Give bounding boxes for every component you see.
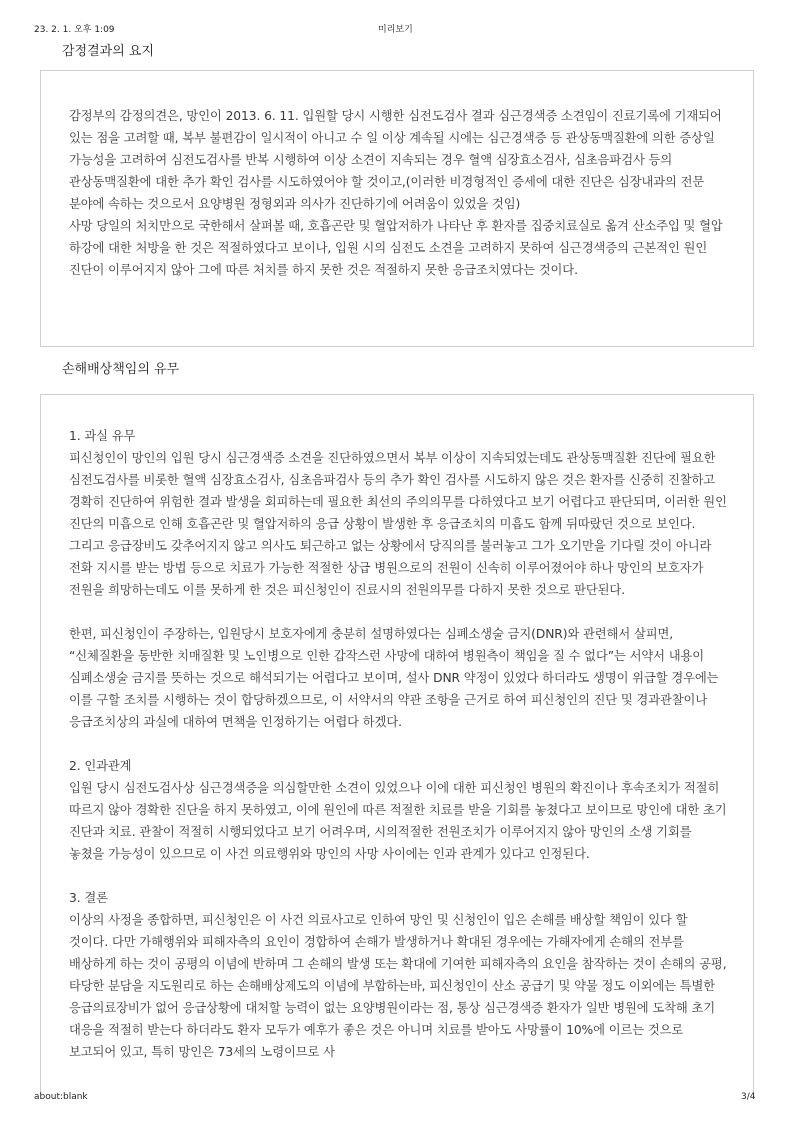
block-paragraph: 입원 당시 심전도검사상 심근경색증을 의심할만한 소견이 있었으나 이에 대한 피신청인 병원의 확진이나 후속조치가 적절히 따르지 않아 경확한 진단을 하지 못하였고, 이에 원인에 따른 적절한 치료를 받을 기회를 놓쳤다고 보이므로 망인에 대한 초기 진단과 치료. 관찰이 적절히 시행되었다고 보기 어려우며, 시의적절한 전원조치가 이루어지지 않아 망인의 소생 기회를 놓쳤을 가능성이 있으므로 이 사건 의료행위와 망인의 사망 사이에는 인과 관계가 있다고 인정된다. bbox=[69, 781, 727, 861]
paragraph-gap bbox=[69, 601, 729, 623]
block-paragraph: 한편, 피신청인이 주장하는, 입원당시 보호자에게 충분히 설명하였다는 심폐소생술 금지(DNR)와 관련해서 살피면, “신체질환을 동반한 치매질환 및 노인병으로 인한 갑작스런 사망에 대하여 병원측이 책임을 질 수 없다”는 서약서 내용이 심폐소생술 금지를 뜻하는 것으로 해석되기는 어렵다고 보이며, 설사 DNR 약정이 있었다 하더라도 생명이 위급할 경우에는 이를 구할 조치를 시행하는 것이 합당하겠으므로, 이 서약서의 약관 조항을 근거로 하여 피신청인의 진단 및 경과관찰이나 응급조치상의 과실에 대하여 면책을 인정하기는 어렵다 하겠다. bbox=[69, 627, 719, 729]
paragraph-gap bbox=[69, 733, 729, 755]
block-paragraph: 이상의 사정을 종합하면, 피신청인은 이 사건 의료사고로 인하여 망인 및 신청인이 입은 손해를 배상할 책임이 있다 할 것이다. 다만 가해행위와 피해자측의 요인이 경합하여 손해가 발생하거나 확대된 경우에는 가해자에게 손해의 전부를 배상하게 하는 것이 공평의 이념에 반하며 그 손해의 발생 또는 확대에 기여한 피해자측의 요인을 참작하는 것이 손해의 공평, 타당한 분담을 지도원리로 하는 손해배상제도의 이념에 부합하는바, 피신청인이 산소 공급기 및 약물 정도 이외에는 특별한 응급의료장비가 없어 응급상황에 대처할 능력이 없는 요양병원이라는 점, 통상 심근경색증 환자가 일반 병원에 도착해 초기 대응을 적절히 받는다 하더라도 환자 모두가 예후가 좋은 것은 아니며 치료를 받아도 사망률이 10%에 이르는 것으로 보고되어 있고, 특히 망인은 73세의 노령이므로 사 bbox=[69, 913, 727, 1059]
print-page-number: 3/4 bbox=[741, 1092, 756, 1102]
print-page-title: 미리보기 bbox=[378, 25, 413, 35]
block-heading: 1. 과실 유무 bbox=[69, 429, 136, 443]
section-title-liability: 손해배상책임의 유무 bbox=[62, 362, 180, 377]
print-datetime: 23. 2. 1. 오후 1:09 bbox=[34, 25, 115, 35]
summary-paragraph: 감정부의 감정의견은, 망인이 2013. 6. 11. 입원할 당시 시행한 심전도검사 결과 심근경색증 소견임이 진료기록에 기재되어 있는 점을 고려할 때, 복부 불편감이 일시적이 아니고 수 일 이상 계속될 시에는 심근경색증 등 관상동맥질환에 의한 증상일 가능성을 고려하여 심전도검사를 반복 시행하여 이상 소견이 지속되는 경우 혈액 심장효소검사, 심초음파검사 등의 관상동맥질환에 대한 추가 확인 검사를 시도하였어야 할 것이고,(이러한 비경형적인 증세에 대한 진단은 심장내과의 전문 분야에 속하는 것으로서 요양병원 정형외과 의사가 진단하기에 어려움이 있었을 것임) bbox=[69, 109, 722, 211]
liability-box bbox=[40, 394, 754, 1094]
block-heading: 3. 결론 bbox=[69, 891, 108, 905]
block-paragraph: 피신청인이 망인의 입원 당시 심근경색증 소견을 진단하였으면서 복부 이상이 지속되었는데도 관상동맥질환 진단에 필요한 심전도검사를 비롯한 혈액 심장효소검사, 심초음파검사 등의 추가 확인 검사를 시도하지 않은 것은 환자를 신중히 진찰하고 경확히 진단하여 위험한 결과 발생을 회피하는데 필요한 최선의 주의의무를 다하였다고 보기 어렵다고 판단되며, 이러한 원인 진단의 미흡으로 인해 호흡곤란 및 혈압저하의 응급 상황이 발생한 후 응급조치의 미흡도 함께 뒤따랐던 것으로 보인다. 그리고 응급장비도 갖추어지지 않고 의사도 퇴근하고 없는 상황에서 당직의를 불러놓고 그가 오기만을 기다릴 것이 아니라 전화 지시를 받는 방법 등으로 치료가 가능한 적절한 상급 병원으로의 전원이 신속히 이루어졌어야 하나 망인의 보호자가 전원을 희망하는데도 이를 못하게 한 것은 피신청인이 진료시의 전원의무를 다하지 못한 것으로 판단된다. bbox=[69, 451, 727, 597]
print-url: about:blank bbox=[34, 1092, 88, 1102]
summary-paragraph: 사망 당일의 처치만으로 국한해서 살펴볼 때, 호흡곤란 및 혈압저하가 나타난 후 환자를 집중치료실로 옮겨 산소주입 및 혈압 하강에 대한 처방을 한 것은 적절하였다고 보이나, 입원 시의 심전도 소견을 고려하지 못하여 심근경색증의 근본적인 원인 진단이 이루어지지 않아 그에 따른 처치를 하지 못한 것은 적절하지 못한 응급조치였다는 것이다. bbox=[69, 219, 723, 277]
block-heading: 2. 인과관계 bbox=[69, 759, 132, 773]
section-title-summary: 감정결과의 요지 bbox=[62, 44, 155, 59]
liability-body bbox=[69, 425, 729, 1063]
summary-box bbox=[40, 70, 754, 347]
summary-body bbox=[69, 105, 729, 281]
paragraph-gap bbox=[69, 865, 729, 887]
